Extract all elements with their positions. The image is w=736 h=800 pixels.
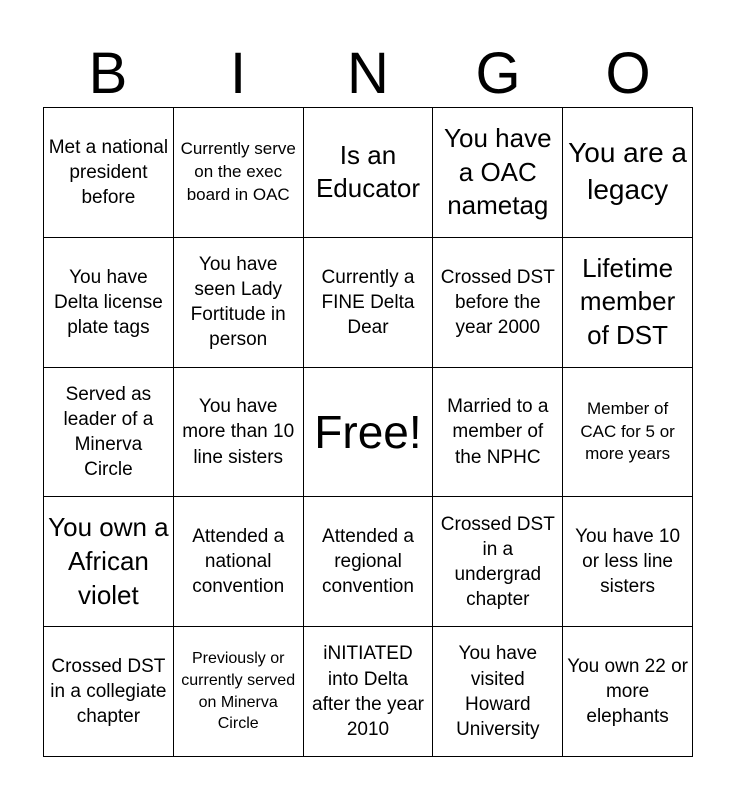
bingo-cell[interactable] bbox=[563, 627, 693, 757]
bingo-cell[interactable] bbox=[44, 108, 174, 238]
cell-text: You have seen Lady Fortitude in person bbox=[190, 254, 286, 351]
cell-text: Met a national president before bbox=[48, 136, 169, 208]
header-letter-i: I bbox=[229, 41, 247, 106]
bingo-cell[interactable] bbox=[44, 627, 174, 757]
bingo-cell[interactable] bbox=[174, 497, 304, 627]
bingo-cell[interactable] bbox=[174, 368, 304, 498]
cell-text: Crossed DST in a collegiate chapter bbox=[50, 655, 167, 728]
free-space-text: Free! bbox=[314, 405, 422, 458]
cell-text: iNITIATED into Delta after the year 2010 bbox=[312, 643, 424, 740]
cell-text: You have 10 or less line sisters bbox=[575, 526, 681, 598]
cell-text: Member of CAC for 5 or more years bbox=[580, 398, 675, 464]
bingo-cell[interactable] bbox=[174, 238, 304, 368]
bingo-cell[interactable] bbox=[44, 497, 174, 627]
bingo-cell[interactable] bbox=[304, 497, 434, 627]
bingo-cell[interactable] bbox=[44, 238, 174, 368]
bingo-grid bbox=[43, 107, 693, 757]
cell-text: You have a OAC nametag bbox=[444, 122, 552, 221]
bingo-cell[interactable] bbox=[563, 368, 693, 498]
cell-text: You have visited Howard University bbox=[456, 643, 540, 740]
cell-text: You are a legacy bbox=[568, 137, 688, 206]
bingo-cell[interactable] bbox=[304, 238, 434, 368]
cell-text: You have more than 10 line sisters bbox=[182, 396, 295, 468]
bingo-cell[interactable] bbox=[563, 108, 693, 238]
cell-text: Previously or currently served on Minerva Circle bbox=[181, 650, 296, 733]
header-letter-o: O bbox=[605, 41, 651, 106]
bingo-header bbox=[43, 40, 693, 108]
cell-text: You have Delta license plate tags bbox=[54, 266, 163, 338]
bingo-cell[interactable] bbox=[433, 497, 563, 627]
cell-text: Is an Educator bbox=[315, 139, 421, 204]
cell-text: Attended a national convention bbox=[192, 526, 285, 598]
bingo-cell[interactable] bbox=[433, 238, 563, 368]
cell-text: Attended a regional convention bbox=[322, 526, 414, 598]
cell-text: Married to a member of the NPHC bbox=[447, 396, 549, 468]
cell-text: Served as leader of a Minerva Circle bbox=[63, 383, 154, 481]
bingo-cell[interactable] bbox=[433, 368, 563, 498]
cell-text: Currently serve on the exec board in OAC bbox=[180, 138, 296, 204]
free-space-cell[interactable] bbox=[304, 368, 434, 498]
cell-text: Lifetime member of DST bbox=[579, 252, 676, 351]
cell-text: You own a African violet bbox=[48, 512, 169, 610]
header-letter-g: G bbox=[475, 41, 521, 106]
bingo-cell[interactable] bbox=[304, 627, 434, 757]
bingo-cell[interactable] bbox=[44, 368, 174, 498]
cell-text: You own 22 or more elephants bbox=[567, 655, 688, 728]
bingo-cell[interactable] bbox=[304, 108, 434, 238]
bingo-cell[interactable] bbox=[563, 497, 693, 627]
cell-text: Crossed DST in a undergrad chapter bbox=[440, 513, 555, 610]
bingo-cell[interactable] bbox=[563, 238, 693, 368]
header-letter-n: N bbox=[347, 41, 389, 106]
header-letter-b: B bbox=[88, 41, 128, 106]
bingo-cell[interactable] bbox=[433, 627, 563, 757]
bingo-cell[interactable] bbox=[433, 108, 563, 238]
cell-text: Crossed DST before the year 2000 bbox=[440, 266, 555, 338]
bingo-cell[interactable] bbox=[174, 627, 304, 757]
cell-text: Currently a FINE Delta Dear bbox=[321, 266, 415, 338]
bingo-cell[interactable] bbox=[174, 108, 304, 238]
